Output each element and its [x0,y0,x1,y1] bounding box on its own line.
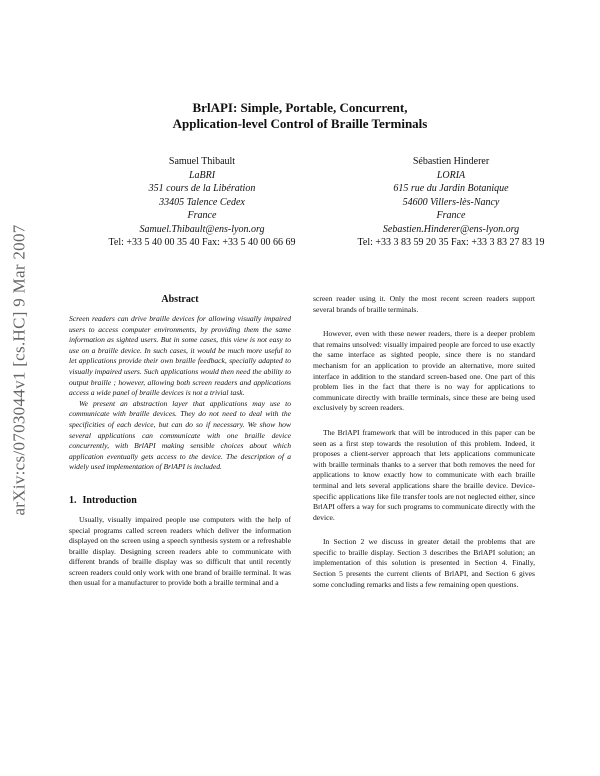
introduction-paragraph-1: Usually, visually impaired people use computers with the help of special programs called screen readers which deliver the information displayed on the screen using a speech synthesis system or a refreshable braille display. Designing screen readers able to communicate with different brands of braille display was so difficult that until recently screen readers could only work with one brand of braille terminal. It was then usual for a manufacturer to provide both a braille terminal and a [69,514,291,588]
arxiv-identifier: arXiv:cs/0703044v1 [cs.HC] 9 Mar 2007 [10,224,29,516]
title-line-2: Application-level Control of Braille Terminals [172,116,428,131]
abstract-heading: Abstract [161,294,199,305]
arxiv-margin-stamp [4,170,36,570]
paper-title [0,100,600,132]
author-email: Samuel.Thibault@ens-lyon.org [139,223,265,235]
author-affiliation: LORIA [436,169,466,181]
author-phone: Tel: +33 5 40 00 35 40 Fax: +33 5 40 00 66 69 [108,237,296,248]
author-block [72,155,582,265]
title-line-1: BrlAPI: Simple, Portable, Concurrent, [192,100,408,115]
body-paragraph-4: In Section 2 we discuss in greater detail the problems that are specific to braille display. Section 3 describes the BrlAPI solution; an implementation of this solution is presented in Section 4. Finally, Section 5 presents the current clients of BrlAPI, and Section 6 gives some concluding remarks and lists a few remaining open questions. [313,537,535,589]
author-affiliation: LaBRI [188,169,216,181]
abstract-section [69,294,291,473]
author-phone: Tel: +33 3 83 59 20 35 Fax: +33 3 83 27 83 19 [357,237,545,248]
author-address-line-2: 33405 Talence Cedex [159,196,245,208]
author-address-line-2: 54600 Villers-lès-Nancy [402,196,500,208]
section-number: 1. [69,494,77,506]
introduction-heading [69,495,291,507]
author-country: France [187,210,217,221]
section-title: Introduction [82,494,137,506]
right-column [313,294,535,604]
author-1 [72,155,332,250]
body-paragraph-2: However, even with these newer readers, there is a deeper problem that remains unsolved: visually impaired people are forced to use exactly the same interface as sighted people, since there is no standard mechanism for an application to provide an alternative, more suited interface in addition to the standard screen-based one. One part of this problem lies in the fact that there is no way for applications to communicate directly with braille terminals, since these are being used exclusively by screen readers. [313,329,535,413]
abstract-paragraph-1: Screen readers can drive braille devices for allowing visually impaired users to access computer environments, by providing them the same information as sighted users. But in some cases, this view is not easy to use on a braille device. In such cases, it would be much more useful to let applications provide their own braille feedback, specially adapted to visually impaired users. Such applications would then need the ability to output braille ; however, allowing both screen readers and applications access a wide panel of braille devices is not a trivial task. [69,314,291,398]
author-address-line-1: 615 rue du Jardin Botanique [393,183,509,194]
left-column [69,294,291,589]
body-paragraph-continued: screen reader using it. Only the most recent screen readers support several brands of braille terminals. [313,294,535,314]
author-name: Samuel Thibault [168,156,236,167]
author-country: France [436,210,466,221]
abstract-paragraph-2: We present an abstraction layer that applications may use to communicate with braille devices. They do not need to deal with the specificities of each device, but can do so if necessary. We show how several applications can communicate with one braille device concurrently, with BrlAPI making sensible choices about which application eventually gets access to the device. The description of a widely used implementation of BrlAPI is included. [69,398,291,472]
body-paragraph-3: The BrlAPI framework that will be introduced in this paper can be seen as a first step towards the resolution of this problem. Indeed, it proposes a client-server approach that lets applications communicate with braille terminals thanks to a server that both removes the need for applications to know exactly how to communicate with each braille terminal and lets several applications share the braille device. Device-specific applications like file transfer tools are not neglected either, since BrlAPI offers a way for such programs to communicate directly with the device. [313,427,535,522]
author-2 [320,155,582,250]
author-address-line-1: 351 cours de la Libération [148,183,256,194]
author-name: Sébastien Hinderer [412,156,490,167]
author-email: Sebastien.Hinderer@ens-lyon.org [382,223,520,235]
